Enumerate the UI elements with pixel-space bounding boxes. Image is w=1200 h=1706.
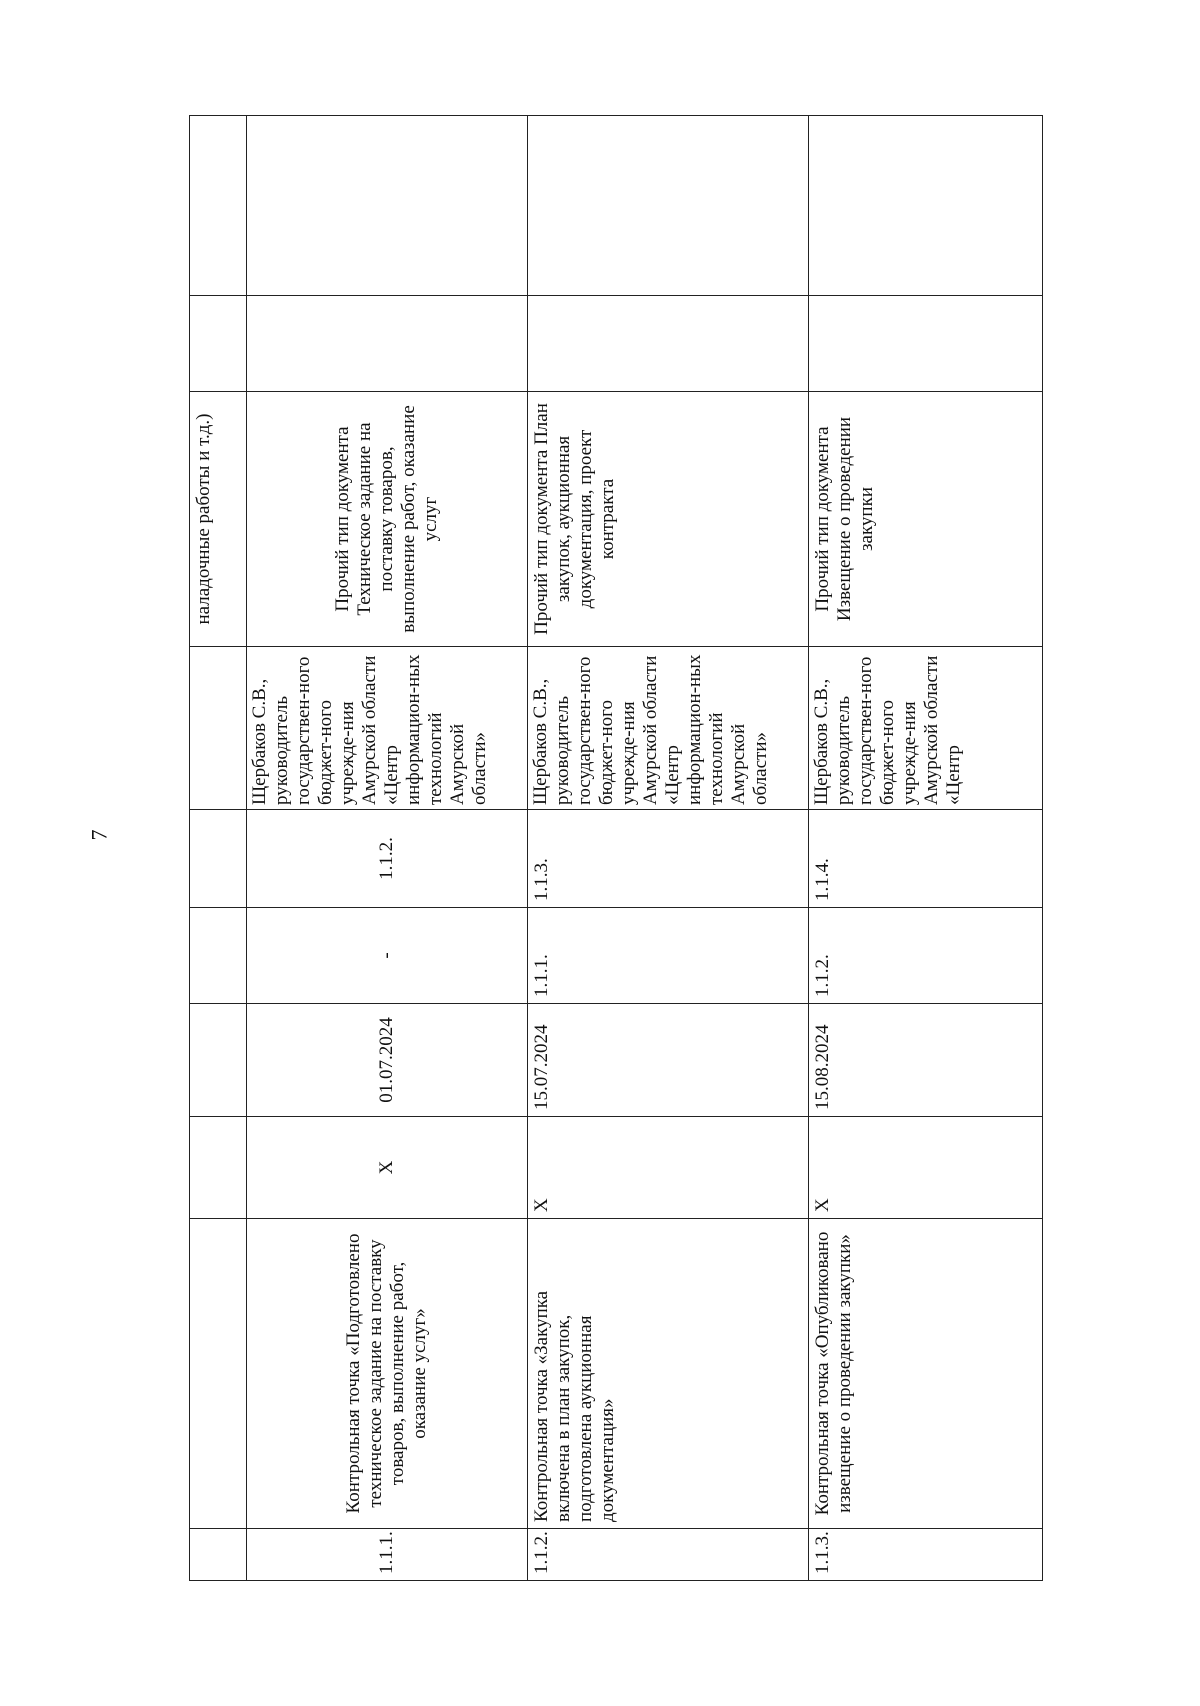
type-cell	[190, 1117, 247, 1219]
executor-cell	[190, 647, 247, 810]
row-name: Контрольная точка «Опубликовано извещение о проведении закупки»	[809, 1219, 1043, 1529]
row-type: X	[528, 1117, 809, 1219]
row-successor: 1.1.3.	[528, 810, 809, 908]
plan-table	[189, 115, 1043, 1581]
row-extra	[247, 116, 528, 296]
row-type: X	[247, 1117, 528, 1219]
row-executor: Щербаков С.В., руководитель государствен-ного бюджет-ного учрежде-ния Амурской области «Центр информацион-ных технологий Амурской области»	[247, 647, 528, 810]
row-level	[528, 296, 809, 392]
successor-cell	[190, 810, 247, 908]
row-number: 1.1.1.	[247, 1529, 528, 1581]
table-row	[809, 116, 1043, 1581]
predecessor-cell	[190, 908, 247, 1004]
row-successor: 1.1.2.	[247, 810, 528, 908]
row-level	[247, 296, 528, 392]
name-cell	[190, 1219, 247, 1529]
extra-cell	[190, 116, 247, 296]
row-document: Прочий тип документа План закупок, аукционная документация, проект контракта	[528, 392, 809, 647]
row-date: 01.07.2024	[247, 1004, 528, 1117]
row-executor: Щербаков С.В., руководитель государствен-ного бюджет-ного учрежде-ния Амурской области «Центр	[809, 647, 1043, 810]
row-number: 1.1.2.	[528, 1529, 809, 1581]
row-number: 1.1.3.	[809, 1529, 1043, 1581]
level-cell	[190, 296, 247, 392]
table-row	[528, 116, 809, 1581]
row-date: 15.08.2024	[809, 1004, 1043, 1117]
table-row-continuation	[190, 116, 247, 1581]
row-extra	[528, 116, 809, 296]
date-cell	[190, 1004, 247, 1117]
row-executor: Щербаков С.В., руководитель государствен-ного бюджет-ного учрежде-ния Амурской области «Центр информацион-ных технологий Амурской области»	[528, 647, 809, 810]
row-successor: 1.1.4.	[809, 810, 1043, 908]
row-predecessor: 1.1.2.	[809, 908, 1043, 1004]
row-document: Прочий тип документа Техническое задание на поставку товаров, выполнение работ, оказание услуг	[247, 392, 528, 647]
row-name: Контрольная точка «Закупка включена в план закупок, подготовлена аукционная документация»	[528, 1219, 809, 1529]
row-type: X	[809, 1117, 1043, 1219]
page-number: 7	[86, 829, 112, 841]
num-cell	[190, 1529, 247, 1581]
row-document: Прочий тип документа Извещение о проведении закупки	[809, 392, 1043, 647]
row-level	[809, 296, 1043, 392]
document-cell: наладочные работы и т.д.)	[190, 392, 247, 647]
plan-table-rotated	[189, 116, 1035, 1581]
table-row	[247, 116, 528, 1581]
row-date: 15.07.2024	[528, 1004, 809, 1117]
row-extra	[809, 116, 1043, 296]
row-name: Контрольная точка «Подготовлено техническое задание на поставку товаров, выполнение работ, оказание услуг»	[247, 1219, 528, 1529]
row-predecessor: 1.1.1.	[528, 908, 809, 1004]
row-predecessor: -	[247, 908, 528, 1004]
